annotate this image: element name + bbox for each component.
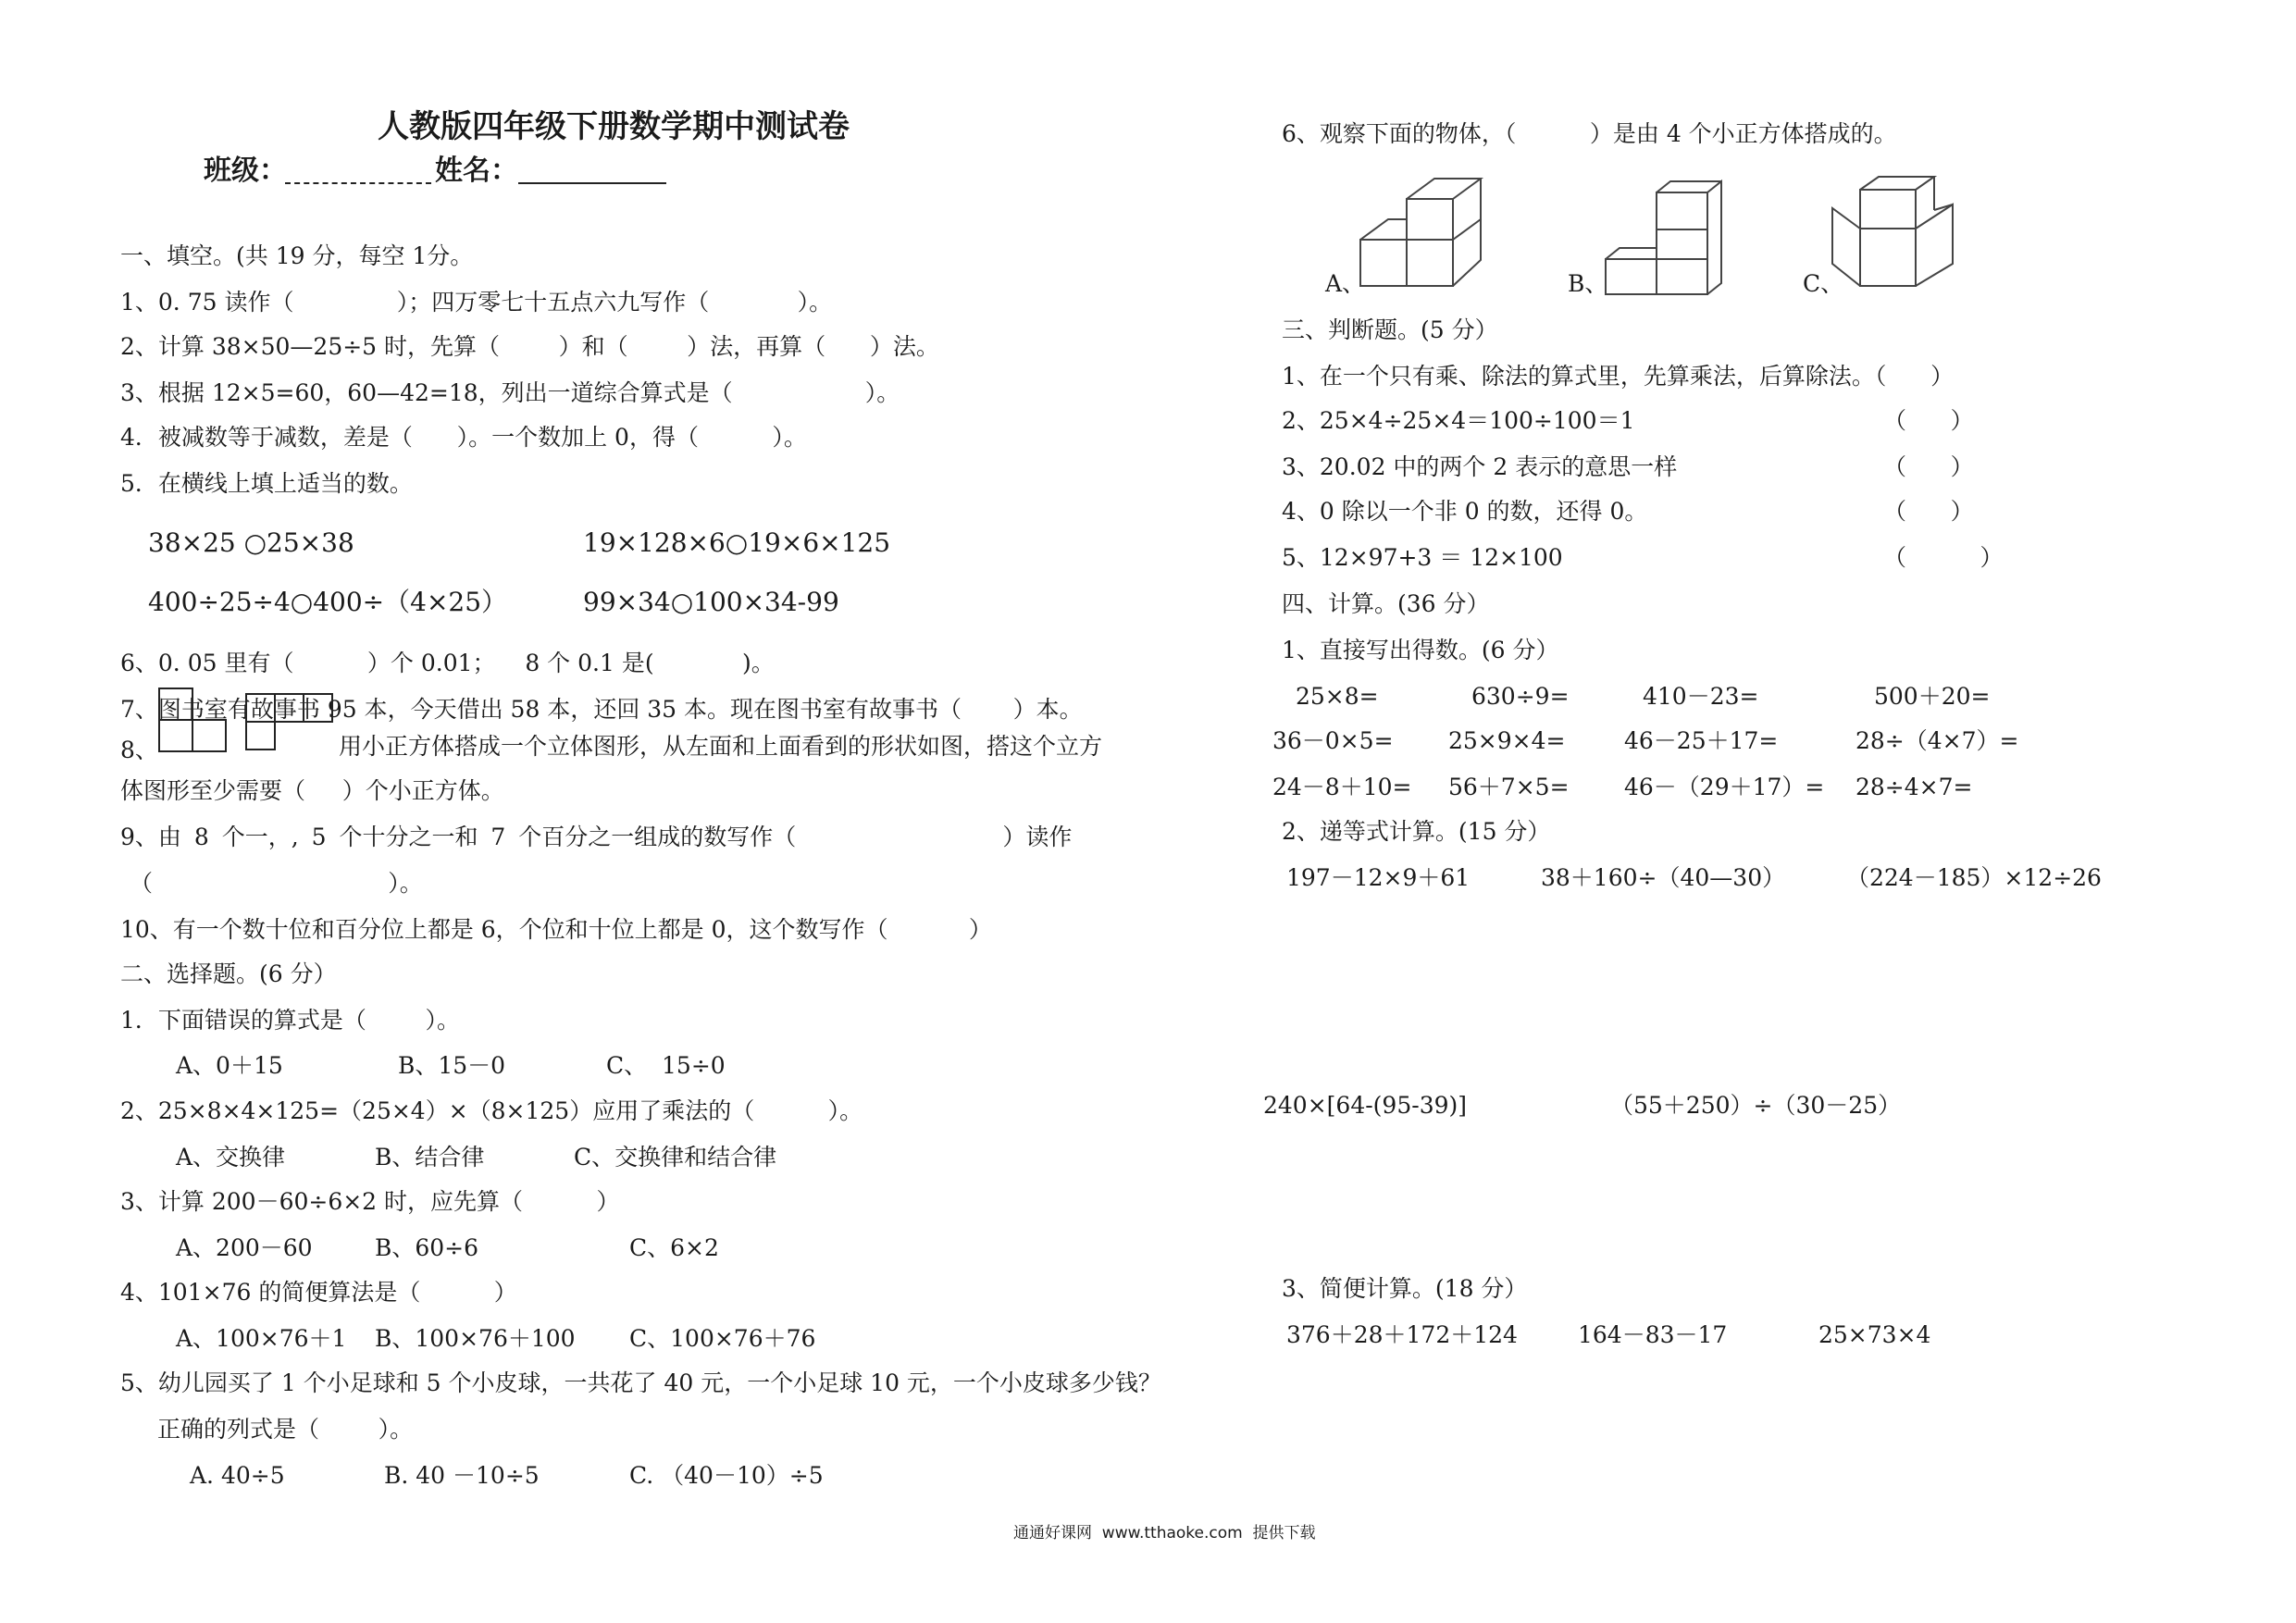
simple-1: 376＋28＋172＋124 — [1286, 1321, 1518, 1348]
q10-text: 10、有一个数十位和百分位上都是 6，个位和十位上都是 0，这个数写作（ ） — [120, 916, 992, 943]
j2-answer[interactable]: （ ） — [1883, 407, 1974, 434]
c2-text: 2、25×8×4×125=（25×4）×（8×125）应用了乘法的（ ）。 — [120, 1097, 863, 1124]
j5-answer[interactable]: （ ） — [1883, 544, 2004, 571]
simple-3: 25×73×4 — [1818, 1321, 1931, 1348]
c3-option-a[interactable]: A、200－60 — [176, 1234, 313, 1261]
c2-option-c[interactable]: C、交换律和结合律 — [574, 1144, 777, 1171]
c5-option-a[interactable]: A. 40÷5 — [190, 1462, 285, 1489]
calc-r2-1: 36－0×5= — [1272, 727, 1394, 754]
c2-option-a[interactable]: A、交换律 — [176, 1144, 286, 1171]
q2-text: 2、计算 38×50—25÷5 时，先算（ ）和（ ）法，再算（ ）法。 — [120, 333, 939, 360]
q9-text: 9、由 8 个一，, 5 个十分之一和 7 个百分之一组成的数写作（ ）读作 — [120, 824, 1073, 850]
calc-r3-1: 24－8＋10= — [1272, 774, 1412, 800]
q5-expr-d: 99×34○100×34-99 — [583, 587, 839, 617]
expr-5: （55＋250）÷（30－25） — [1610, 1092, 1902, 1119]
calc-1-title: 1、直接写出得数。(6 分） — [1282, 637, 1559, 663]
q8-text: 用小正方体搭成一个立体图形，从左面和上面看到的形状如图，搭这个立方 — [339, 733, 1103, 760]
c5-option-b[interactable]: B. 40 －10÷5 — [384, 1462, 540, 1489]
c1-option-b[interactable]: B、15－0 — [398, 1052, 506, 1079]
q8-left-view-figure — [159, 688, 226, 751]
q1-text: 1、0. 75 读作（ ）；四万零七十五点六九写作（ ）。 — [120, 289, 833, 316]
q9-text-2: （ ）。 — [130, 870, 423, 897]
q5-expr-b: 19×128×6○19×6×125 — [583, 527, 891, 558]
calc-r3-2: 56＋7×5= — [1448, 774, 1570, 800]
cube-option-c[interactable]: C、 — [1803, 270, 1844, 297]
c2-option-b[interactable]: B、结合律 — [375, 1144, 485, 1171]
section-choice: 二、选择题。(6 分） — [120, 960, 337, 987]
q6-text: 6、0. 05 里有（ ）个 0.01； 8 个 0.1 是( )。 — [120, 650, 775, 676]
c1-option-a[interactable]: A、0＋15 — [176, 1052, 283, 1079]
j4-text: 4、0 除以一个非 0 的数，还得 0。 — [1282, 498, 1648, 525]
j3-answer[interactable]: （ ） — [1883, 453, 1974, 480]
c5-text: 5、幼儿园买了 1 个小足球和 5 个小皮球，一共花了 40 元，一个小足球 10 元，一个小皮球多少钱？ — [120, 1369, 1161, 1396]
name-blank[interactable] — [518, 182, 666, 184]
name-label: 姓名： — [435, 155, 518, 187]
j3-text: 3、20.02 中的两个 2 表示的意思一样 — [1282, 453, 1678, 480]
c4-option-a[interactable]: A、100×76＋1 — [176, 1325, 347, 1352]
calc-r3-3: 46－（29＋17）= — [1624, 774, 1825, 800]
section-calc: 四、计算。(36 分） — [1282, 590, 1490, 617]
c3-option-c[interactable]: C、6×2 — [629, 1234, 719, 1261]
c5-text-2: 正确的列式是（ ）。 — [157, 1416, 414, 1443]
c3-text: 3、计算 200－60÷6×2 时，应先算（ ） — [120, 1188, 620, 1215]
c5-option-c[interactable]: C. （40－10）÷5 — [629, 1462, 824, 1489]
j4-answer[interactable]: （ ） — [1883, 498, 1974, 525]
q5-text: 5．在横线上填上适当的数。 — [120, 470, 413, 497]
page-title: 人教版四年级下册数学期中测试卷 — [378, 108, 850, 145]
j5-text: 5、12×97+3 ＝ 12×100 — [1282, 544, 1563, 571]
q3-text: 3、根据 12×5=60，60—42=18，列出一道综合算式是（ ）。 — [120, 379, 900, 406]
q7-text: 7、图书室有故事书 95 本，今天借出 58 本，还回 35 本。现在图书室有故事书（ ）本。 — [120, 696, 1083, 723]
calc-r2-3: 46－25＋17= — [1624, 727, 1779, 754]
class-label: 班级： — [204, 155, 287, 187]
simple-2: 164－83－17 — [1578, 1321, 1728, 1348]
calc-r1-3: 410－23= — [1643, 683, 1759, 710]
cube-option-a[interactable]: A、 — [1325, 270, 1366, 297]
calc-3-title: 3、简便计算。(18 分） — [1282, 1275, 1528, 1302]
cube-figure-c — [1832, 171, 1971, 291]
calc-r2-2: 25×9×4= — [1448, 727, 1566, 754]
j1-text: 1、在一个只有乘、除法的算式里，先算乘法，后算除法。（ ） — [1282, 363, 1955, 390]
cube-option-b[interactable]: B、 — [1568, 270, 1608, 297]
q5-expr-a: 38×25 ○25×38 — [148, 527, 354, 558]
calc-2-title: 2、递等式计算。(15 分） — [1282, 818, 1551, 845]
calc-r3-4: 28÷4×7= — [1855, 774, 1973, 800]
section-judge: 三、判断题。(5 分） — [1282, 316, 1498, 343]
calc-r1-2: 630÷9= — [1471, 683, 1570, 710]
j2-text: 2、25×4÷25×4＝100÷100＝1 — [1282, 407, 1635, 434]
calc-r1-4: 500＋20= — [1874, 683, 1991, 710]
expr-1: 197－12×9＋61 — [1286, 864, 1471, 891]
expr-2: 38＋160÷（40—30） — [1541, 864, 1786, 891]
section-fill-in: 一、填空。(共 19 分，每空 1分。 — [120, 242, 474, 269]
c1-option-c[interactable]: C、 15÷0 — [606, 1052, 726, 1079]
cube-figure-a — [1360, 171, 1545, 291]
c4-option-c[interactable]: C、100×76＋76 — [629, 1325, 816, 1352]
expr-4: 240×[64-(95-39)] — [1263, 1092, 1468, 1119]
class-blank[interactable] — [285, 182, 431, 184]
calc-r1-1: 25×8= — [1296, 683, 1379, 710]
q8-number: 8、 — [120, 737, 158, 763]
calc-r2-4: 28÷（4×7）= — [1855, 727, 2019, 754]
footer-credit: 通通好课网 www.tthaoke.com 提供下载 — [1013, 1524, 1316, 1542]
q8-text-2: 体图形至少需要（ ）个小正方体。 — [120, 777, 504, 804]
expr-3: （224－185）×12÷26 — [1846, 864, 2102, 891]
c4-text: 4、101×76 的简便算法是（ ） — [120, 1279, 517, 1306]
r-q6-text: 6、观察下面的物体，（ ）是由 4 个小正方体搭成的。 — [1282, 120, 1897, 147]
q8-top-view-figure — [246, 694, 333, 750]
q5-expr-c: 400÷25÷4○400÷（4×25） — [148, 587, 508, 617]
c3-option-b[interactable]: B、60÷6 — [375, 1234, 479, 1261]
q4-text: 4．被减数等于减数，差是（ ）。一个数加上 0，得（ ）。 — [120, 424, 807, 451]
c1-text: 1．下面错误的算式是（ ）。 — [120, 1007, 460, 1034]
c4-option-b[interactable]: B、100×76＋100 — [375, 1325, 576, 1352]
cube-figure-b — [1606, 176, 1763, 296]
